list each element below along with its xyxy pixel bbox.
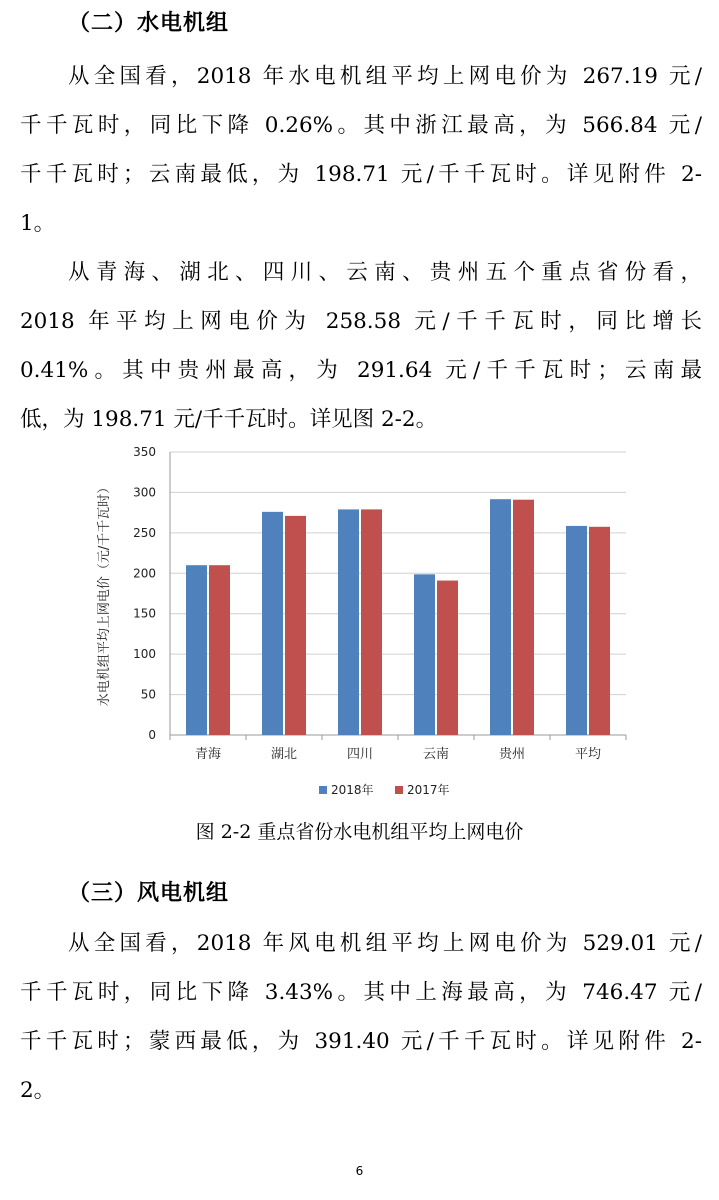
chart-axes bbox=[170, 452, 626, 740]
bar-2017年-湖北 bbox=[285, 516, 306, 735]
paragraph-line: 1。 bbox=[20, 211, 56, 236]
y-tick-label: 0 bbox=[148, 728, 156, 742]
paragraph-line: 0.41%。其中贵州最高，为 291.64 元/千千瓦时；云南最 bbox=[20, 358, 702, 383]
paragraph-line: 低，为 198.71 元/千千瓦时。详见图 2-2。 bbox=[20, 407, 438, 432]
figure-caption: 图 2-2 重点省份水电机组平均上网电价 bbox=[195, 821, 524, 843]
bar-2017年-青海 bbox=[209, 565, 230, 735]
bar-2018年-湖北 bbox=[262, 512, 283, 735]
paragraph-line: 千千瓦时；云南最低，为 198.71 元/千千瓦时。详见附件 2- bbox=[20, 162, 702, 187]
x-tick-label: 湖北 bbox=[270, 747, 298, 762]
bar-2017年-云南 bbox=[437, 581, 458, 735]
y-tick-label: 250 bbox=[133, 525, 156, 540]
legend-label: 2018年 bbox=[331, 783, 374, 797]
x-tick-label: 四川 bbox=[346, 747, 374, 762]
hydro-price-bar-chart bbox=[0, 440, 719, 812]
bar-2018年-云南 bbox=[414, 574, 435, 735]
legend-swatch bbox=[395, 786, 403, 794]
paragraph-line: 从全国看，2018 年水电机组平均上网电价为 267.19 元/ bbox=[68, 64, 702, 89]
page-number: 6 bbox=[355, 1164, 364, 1178]
bar-2018年-四川 bbox=[338, 509, 359, 735]
chart-bars bbox=[186, 499, 610, 735]
bar-2018年-青海 bbox=[186, 565, 207, 735]
chart-gridlines bbox=[170, 452, 626, 735]
section-heading-wind: （三）风电机组 bbox=[68, 881, 230, 906]
paragraph-line: 千千瓦时；蒙西最低，为 391.40 元/千千瓦时。详见附件 2- bbox=[20, 1029, 702, 1054]
paragraph-line: 2。 bbox=[20, 1078, 56, 1103]
bar-2017年-贵州 bbox=[513, 500, 534, 735]
y-axis-title: 水电机组平均上网电价（元/千千瓦时） bbox=[97, 480, 112, 707]
y-tick-label: 300 bbox=[133, 485, 156, 500]
x-tick-label: 贵州 bbox=[498, 747, 526, 762]
bar-2018年-平均 bbox=[566, 526, 587, 735]
x-tick-label: 云南 bbox=[422, 747, 450, 762]
legend-swatch bbox=[319, 786, 327, 794]
y-tick-label: 350 bbox=[133, 445, 156, 459]
x-tick-label: 青海 bbox=[194, 747, 222, 762]
paragraph-line: 从全国看，2018 年风电机组平均上网电价为 529.01 元/ bbox=[68, 931, 702, 956]
chart-legend bbox=[319, 782, 450, 797]
y-tick-label: 50 bbox=[140, 687, 156, 702]
y-tick-label: 100 bbox=[133, 647, 156, 662]
paragraph-line: 从青海、湖北、四川、云南、贵州五个重点省份看， bbox=[68, 260, 702, 285]
legend-label: 2017年 bbox=[407, 783, 450, 797]
y-tick-label: 200 bbox=[133, 566, 156, 581]
paragraph-line: 千千瓦时，同比下降 0.26%。其中浙江最高，为 566.84 元/ bbox=[20, 113, 702, 138]
bar-2017年-平均 bbox=[589, 527, 610, 735]
bar-2018年-贵州 bbox=[490, 499, 511, 735]
bar-2017年-四川 bbox=[361, 509, 382, 735]
section-heading-hydro: （二）水电机组 bbox=[68, 11, 230, 36]
paragraph-line: 千千瓦时，同比下降 3.43%。其中上海最高，为 746.47 元/ bbox=[20, 980, 702, 1005]
paragraph-line: 2018 年平均上网电价为 258.58 元/千千瓦时，同比增长 bbox=[20, 309, 702, 334]
x-tick-label: 平均 bbox=[574, 747, 602, 762]
y-tick-label: 150 bbox=[133, 606, 156, 621]
